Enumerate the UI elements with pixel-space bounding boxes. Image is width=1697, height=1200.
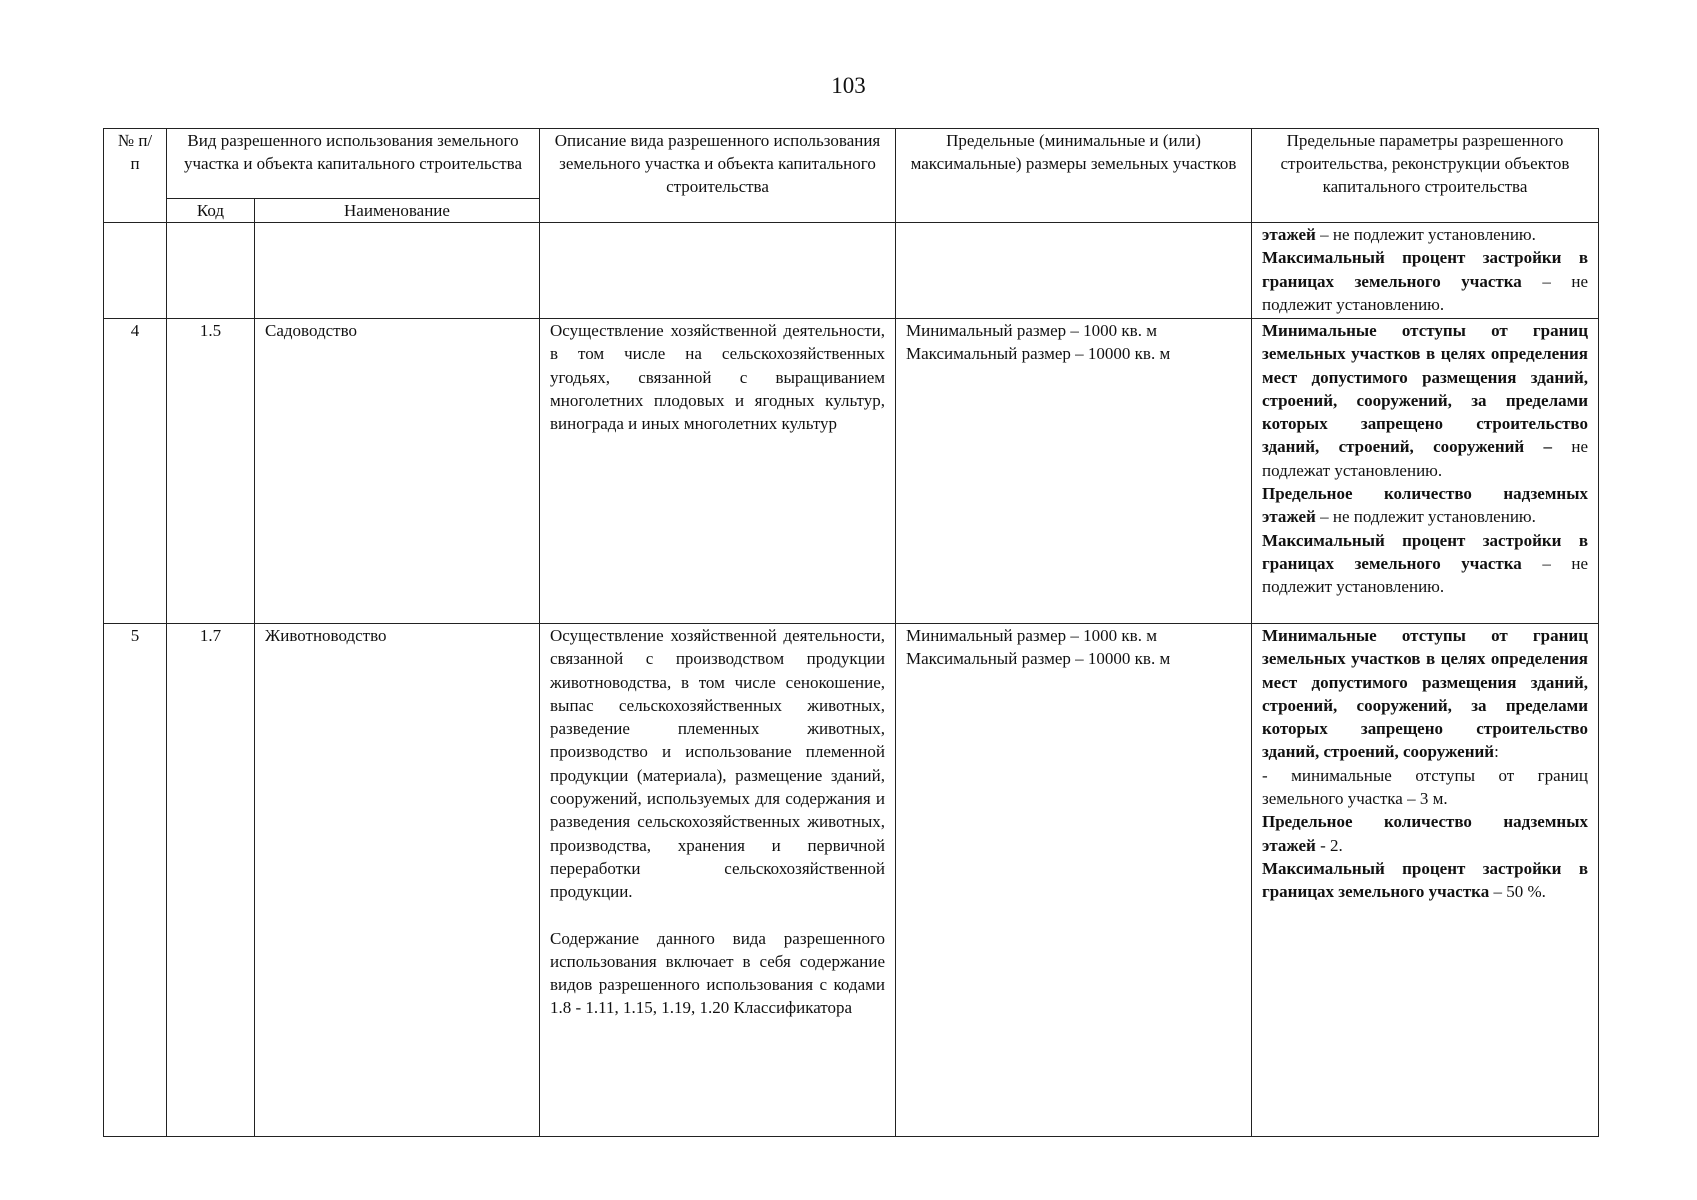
size-max: Максимальный размер – 10000 кв. м — [906, 649, 1171, 669]
table-row — [104, 319, 1599, 624]
cell-sizes — [896, 624, 1252, 1137]
header-name: Наименование — [255, 199, 540, 223]
floors-label: этажей — [1262, 225, 1316, 244]
floors-value: - 2. — [1315, 835, 1343, 855]
floors-value: – не подлежит установлению. — [1315, 225, 1536, 244]
percent-value: – не подлежит установлению. — [1262, 271, 1588, 314]
percent-label: Максимальный процент застройки в границах земельного участка — [1262, 530, 1588, 573]
cell-description — [540, 624, 896, 1137]
size-min: Минимальный размер – 1000 кв. м — [906, 321, 1157, 340]
header-num: № п/п — [104, 129, 167, 223]
cell-name — [255, 223, 540, 319]
table-header — [104, 129, 1599, 223]
header-view-group: Вид разрешенного использования земельного участка и объекта капитального строительства — [167, 129, 540, 199]
floors-label: Предельное количество надземных этажей — [1262, 812, 1588, 855]
header-code: Код — [167, 199, 255, 223]
size-max: Максимальный размер – 10000 кв. м — [906, 344, 1171, 364]
floors-value: – не подлежит установлению. — [1315, 507, 1536, 527]
setbacks-label: Минимальные отступы от границ земельных участков в целях определения мест допустимого размещения зданий, строений, сооружений, за пределами которых запрещено строительство зданий, строений, сооружений — [1262, 626, 1588, 762]
setbacks-value: : — [1494, 742, 1499, 762]
header-params: Предельные параметры разрешенного строительства, реконструкции объектов капитального строительства — [1252, 129, 1599, 223]
table-row-continuation — [104, 223, 1599, 319]
description-extra: Содержание данного вида разрешенного использования включает в себя содержание видов разрешенного использования с кодами 1.8 - 1.11, 1.15, 1.19, 1.20 Классификатора — [550, 928, 885, 1018]
header-sizes: Предельные (минимальные и (или) максимальные) размеры земельных участков — [896, 129, 1252, 223]
setbacks-label: Минимальные отступы от границ земельных участков в целях определения мест допустимого размещения зданий, строений, сооружений, за пределами которых запрещено строительство зданий, строений, сооружений – — [1262, 321, 1588, 457]
cell-code: 1.5 — [167, 319, 255, 624]
cell-name: Животноводство — [255, 624, 540, 1137]
description-main: Осуществление хозяйственной деятельности, связанной с производством продукции животноводства, в том числе сенокошение, выпас сельскохозяйственных животных, разведение племенных животных, производство и использование племенной продукции (материала), размещение зданий, сооружений, используемых для содержания и разведения сельскохозяйственных животных, производства, хранения и первичной переработки сельскохозяйственной продукции. — [550, 626, 885, 902]
cell-description: Осуществление хозяйственной деятельности, в том числе на сельскохозяйственных угодьях, связанной с выращиванием многолетних плодовых и ягодных культур, винограда и иных многолетних культур — [540, 319, 896, 624]
page-number: 103 — [831, 73, 866, 98]
table-row — [104, 624, 1599, 1137]
cell-sizes — [896, 223, 1252, 319]
percent-value: – не подлежит установлению. — [1262, 553, 1588, 597]
setbacks-value: не подлежат установлению. — [1262, 437, 1588, 480]
cell-num: 5 — [104, 624, 167, 1137]
cell-num: 4 — [104, 319, 167, 624]
percent-value: – 50 %. — [1489, 882, 1546, 902]
cell-sizes — [896, 319, 1252, 624]
percent-label: Максимальный процент застройки в границах земельного участка — [1262, 248, 1588, 291]
header-description: Описание вида разрешенного использования земельного участка и объекта капитального строительства — [540, 129, 896, 223]
cell-params — [1252, 319, 1599, 624]
percent-label: Максимальный процент застройки в границах земельного участка — [1262, 858, 1588, 902]
cell-params — [1252, 223, 1599, 319]
cell-num — [104, 223, 167, 319]
cell-params — [1252, 624, 1599, 1137]
cell-code: 1.7 — [167, 624, 255, 1137]
floors-label: Предельное количество надземных этажей — [1262, 484, 1588, 527]
setbacks-item: - минимальные отступы от границ земельного участка – 3 м. — [1262, 765, 1588, 809]
cell-description — [540, 223, 896, 319]
cell-name: Садоводство — [255, 319, 540, 624]
size-min: Минимальный размер – 1000 кв. м — [906, 626, 1157, 645]
cell-code — [167, 223, 255, 319]
land-use-table — [103, 128, 1599, 1137]
